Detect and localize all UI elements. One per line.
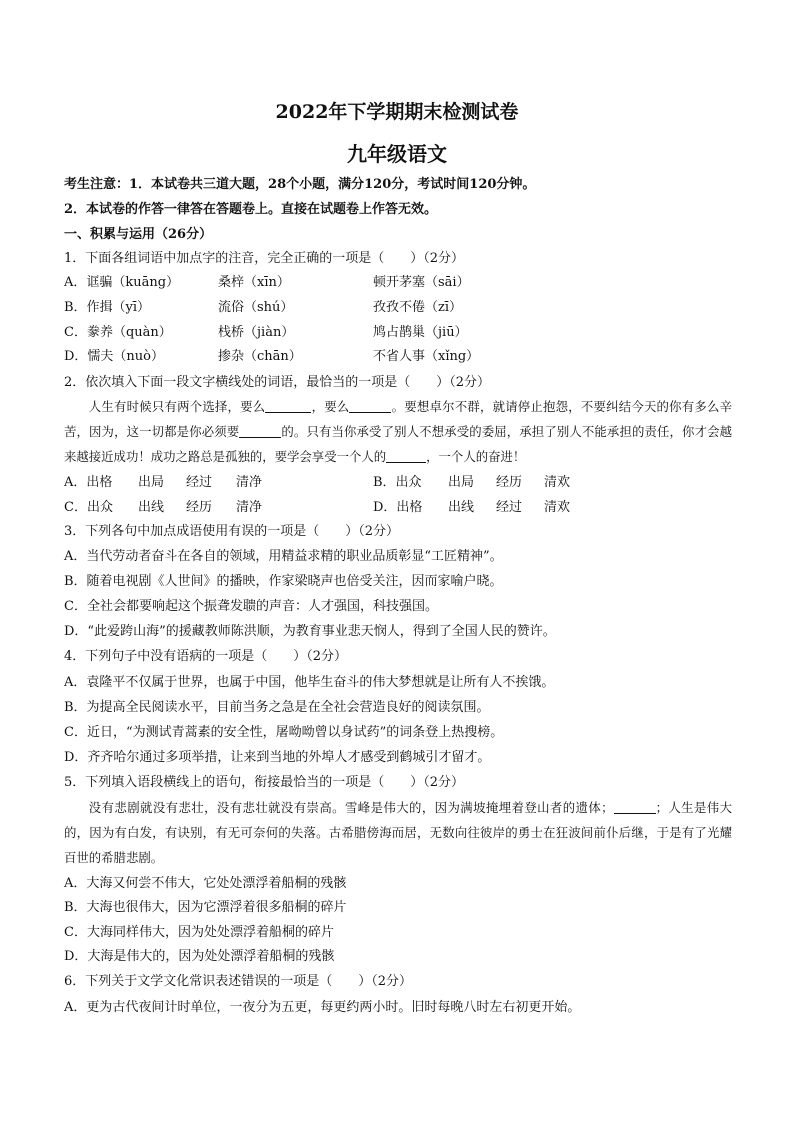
q2-option-c-2: 出线 xyxy=(138,500,165,515)
q1-option-d-2: 掺杂（chān） xyxy=(218,349,302,364)
q1-option-d-3: 不省人事（xǐng） xyxy=(373,349,480,364)
q2-passage-part-4: 的。只有当你承受了别人不想承受的委屈，承担了别人不能承担的责任，你才会越来越接近成功！成功之路总是孤独的，要学会享受一个人的 xyxy=(64,424,733,464)
exam-title: 2022年下学期期末检测试卷 xyxy=(275,101,519,123)
answer-blank xyxy=(349,398,391,413)
q2-option-c-3: 经历 xyxy=(186,500,213,515)
q4-option-c: C．近日，“为测试青蒿素的安全性，屠呦呦曾以身试药”的词条登上热搜榜。 xyxy=(64,725,504,740)
q1-option-a-3: 顿开茅塞（sāi） xyxy=(373,275,470,290)
q5-option-d: D．大海是伟大的，因为处处漂浮着船桐的残骸 xyxy=(64,949,335,964)
q2-option-b-3: 经历 xyxy=(496,475,523,490)
q1-option-a-2: 桑梓（xīn） xyxy=(218,275,290,290)
q2-option-c-1: C．出众 xyxy=(64,500,113,515)
q2-passage-part-2: ，要么 xyxy=(311,399,350,414)
q2-stem: 2．依次填入下面一段文字横线处的词语，最恰当的一项是（ ）（2分） xyxy=(64,375,491,390)
section-heading: 一、积累与运用（26分） xyxy=(64,227,213,242)
q4-option-a: A．袁隆平不仅属于世界，也属于中国，他毕生奋斗的伟大梦想就是让所有人不挨饿。 xyxy=(64,675,555,690)
q2-option-a-1: A．出格 xyxy=(64,475,113,490)
q4-option-b: B．为提高全民阅读水平，目前当务之急是在全社会营造良好的阅读氛围。 xyxy=(64,700,490,715)
q1-option-d-1: D．懦夫（nuò） xyxy=(64,349,164,364)
q1-option-a-1: A．诓骗（kuāng） xyxy=(64,275,180,290)
q3-option-c: C．全社会都要响起这个振聋发聩的声音：人才强国，科技强国。 xyxy=(64,599,438,614)
q2-passage-part-1: 人生有时候只有两个选择，要么 xyxy=(88,399,266,414)
q4-stem: 4．下列句子中没有语病的一项是（ ）（2分） xyxy=(64,649,348,664)
q1-stem: 1．下面各组词语中加点字的注音，完全正确的一项是（ ）（2分） xyxy=(64,251,465,266)
q2-option-b-4: 清欢 xyxy=(544,475,571,490)
q5-passage xyxy=(64,795,732,870)
q1-option-c-3: 鸠占鹊巢（jiū） xyxy=(373,325,468,340)
answer-blank xyxy=(265,398,311,413)
answer-blank xyxy=(386,448,426,463)
q2-option-b-1: B．出众 xyxy=(373,475,422,490)
q2-option-a-3: 经过 xyxy=(186,475,213,490)
q3-option-d: D．“此爱跨山海”的援藏教师陈洪顺，为教育事业悲天悯人，得到了全国人民的赞许。 xyxy=(64,624,556,639)
notice-line-1: 考生注意：1．本试卷共三道大题，28个小题，满分120分，考试时间120分钟。 xyxy=(64,177,536,192)
q3-option-a: A．当代劳动者奋斗在各自的领域，用精益求精的职业品质彰显“工匠精神”。 xyxy=(64,549,503,564)
answer-blank xyxy=(239,423,281,438)
q2-option-d-3: 经过 xyxy=(496,500,523,515)
q5-stem: 5．下列填入语段横线上的语句，衔接最恰当的一项是（ ）（2分） xyxy=(64,775,465,790)
q1-option-b-1: B．作揖（yī） xyxy=(64,300,151,315)
q1-option-c-1: C．豢养（quàn） xyxy=(64,325,172,340)
q2-option-a-4: 清净 xyxy=(236,475,263,490)
q5-option-b: B．大海也很伟大，因为它漂浮着很多船桐的碎片 xyxy=(64,900,347,915)
q1-option-b-3: 孜孜不倦（zī） xyxy=(373,300,463,315)
q3-stem: 3．下列各句中加点成语使用有误的一项是（ ）（2分） xyxy=(64,524,400,539)
q1-option-c-2: 栈桥（jiàn） xyxy=(218,325,295,340)
q2-passage-part-3: 。要想卓尔不群，就请停止抱怨，不要纠结今天的你有多么辛苦，因为，这一切都是你必须要 xyxy=(64,399,733,439)
q6-option-a: A．更为古代夜间计时单位，一夜分为五更，每更约两小时。旧时每晚八时左右初更开始。 xyxy=(64,1000,581,1015)
q2-option-d-2: 出线 xyxy=(448,500,475,515)
notice-line-2: 2．本试卷的作答一律答在答题卷上。直接在试题卷上作答无效。 xyxy=(64,202,438,217)
q6-stem: 6．下列关于文学文化常识表述错误的一项是（ ）（2分） xyxy=(64,974,413,989)
q5-option-c: C．大海同样伟大，因为处处漂浮着船桐的碎片 xyxy=(64,925,334,940)
q5-passage-part-1: 没有悲剧就没有悲壮，没有悲壮就没有崇高。雪峰是伟大的，因为满坡掩埋着登山者的遗体； xyxy=(88,800,614,815)
q2-option-d-4: 清欢 xyxy=(544,500,571,515)
q2-option-a-2: 出局 xyxy=(138,475,165,490)
exam-subtitle: 九年级语文 xyxy=(347,142,447,166)
answer-blank xyxy=(614,799,656,814)
q3-option-b: B．随着电视剧《人世间》的播映，作家梁晓声也倍受关注，因而家喻户晓。 xyxy=(64,574,503,589)
q2-option-c-4: 清净 xyxy=(236,500,263,515)
q2-option-d-1: D．出格 xyxy=(373,500,423,515)
q5-passage-part-2: ；人生是伟大的，因为有白发，有诀别，有无可奈何的失落。古希腊傍海而居，无数向往彼岸的勇士在狂波间前仆后继，于是有了光耀百世的希腊悲剧。 xyxy=(64,800,733,865)
q5-option-a: A．大海又何尝不伟大，它处处漂浮着船桐的残骸 xyxy=(64,876,347,891)
q2-passage-part-5: ，一个人的奋进！ xyxy=(426,449,526,464)
q4-option-d: D．齐齐哈尔通过多项举措，让来到当地的外埠人才感受到鹤城引才留才。 xyxy=(64,750,491,765)
q2-passage xyxy=(64,394,732,469)
q1-option-b-2: 流俗（shú） xyxy=(218,300,294,315)
q2-option-b-2: 出局 xyxy=(448,475,475,490)
